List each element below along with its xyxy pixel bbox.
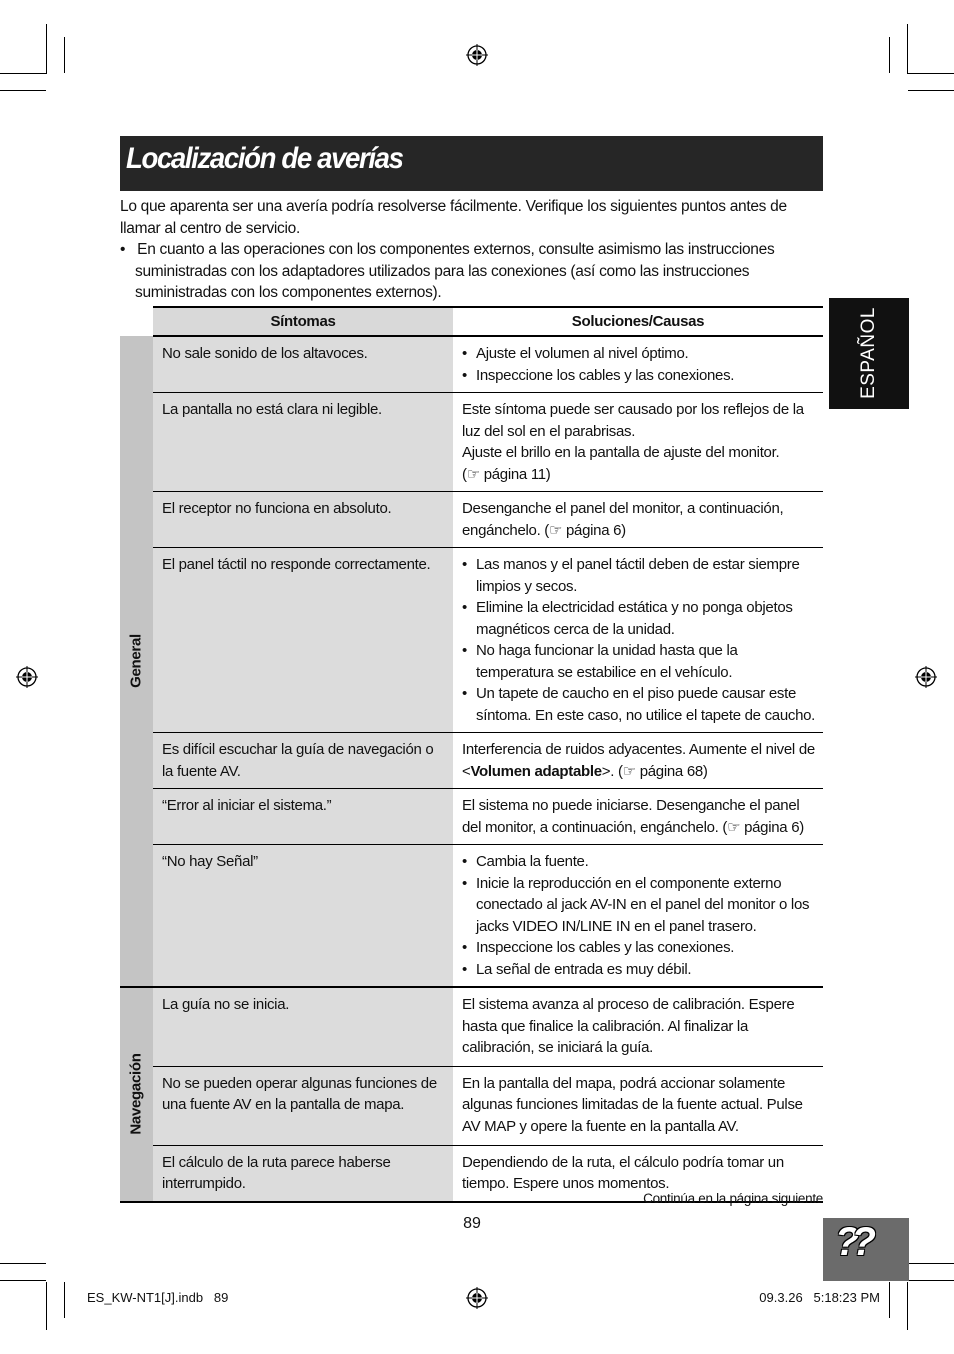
registration-mark-icon	[466, 1287, 488, 1309]
crop-mark	[907, 24, 908, 74]
list-item: • Cambia la fuente.	[462, 851, 817, 873]
crop-mark	[889, 37, 890, 73]
crop-mark	[46, 1282, 47, 1330]
solution-text-pre: Interferencia de ruidos adyacentes. Aumente el nivel de <	[462, 741, 815, 780]
solution-text: El sistema avanza al proceso de calibración. Espere hasta que finalice la calibración. Al finalizar la calibración, se iniciará la guía.	[462, 996, 795, 1056]
category-label: General	[127, 634, 145, 688]
header-solutions: Soluciones/Causas	[453, 307, 823, 336]
setting-name: Volumen adaptable	[470, 762, 602, 780]
help-question-glyph-2: ?	[851, 1220, 868, 1264]
solution-text: Este síntoma puede ser causado por los reflejos de la luz del sol en el parabrisas.	[462, 401, 804, 440]
solution-list	[462, 554, 817, 726]
list-item: • No haga funcionar la unidad hasta que la temperatura se estabilice en el vehículo.	[462, 640, 817, 683]
solution-text: Dependiendo de la ruta, el cálculo podría tomar un tiempo. Espere unos momentos.	[462, 1153, 784, 1192]
solution-cell	[453, 492, 823, 548]
header-symptoms: Síntomas	[153, 307, 453, 336]
solution-text	[462, 739, 817, 782]
crop-mark	[908, 90, 954, 91]
list-item: • La señal de entrada es muy débil.	[462, 959, 817, 981]
intro-paragraph: Lo que aparenta ser una avería podría resolverse fácilmente. Verifique los siguientes puntos antes de llamar al centro de servicio.	[120, 198, 787, 237]
crop-mark	[64, 37, 65, 73]
list-item: • Ajuste el volumen al nivel óptimo.	[462, 343, 817, 365]
solution-text: En la pantalla del mapa, podrá accionar solamente algunas funciones limitadas de la fuente actual. Pulse AV MAP y opere la fuente en la pantalla AV.	[462, 1074, 803, 1135]
symptom-cell: El panel táctil no responde correctamente.	[153, 548, 453, 733]
symptom-cell: La guía no se inicia.	[153, 987, 453, 1066]
symptom-cell: No se pueden operar algunas funciones de una fuente AV en la pantalla de mapa.	[153, 1066, 453, 1145]
table-row	[120, 987, 823, 1066]
table-header-row	[120, 307, 823, 336]
solution-cell	[453, 733, 823, 789]
crop-mark	[908, 73, 954, 74]
solution-list	[462, 851, 817, 980]
symptom-cell: El cálculo de la ruta parece haberse interrumpido.	[153, 1145, 453, 1202]
registration-mark-icon	[915, 666, 937, 688]
solution-cell	[453, 336, 823, 393]
help-question-icon	[823, 1218, 909, 1281]
solution-text: Desenganche el panel del monitor, a continuación, engánchelo. (☞ página 6)	[462, 500, 784, 539]
solution-cell	[453, 393, 823, 492]
page-title: Localización de averías	[126, 142, 403, 175]
crop-mark	[908, 1280, 954, 1281]
crop-mark	[0, 90, 46, 91]
crop-mark	[46, 24, 47, 74]
list-item: • Inspeccione los cables y las conexiones.	[462, 365, 817, 387]
solution-list	[462, 343, 817, 386]
table-row	[120, 548, 823, 733]
table-row	[120, 733, 823, 789]
crop-mark	[908, 1263, 954, 1264]
table-row	[120, 492, 823, 548]
list-item: • Inicie la reproducción en el componente externo conectado al jack AV-IN en el panel del monitor o los jacks VIDEO IN/LINE IN en el panel trasero.	[462, 873, 817, 938]
crop-mark	[0, 1280, 46, 1281]
list-item: • Un tapete de caucho en el piso puede causar este síntoma. En este caso, no utilice el tapete de caucho.	[462, 683, 817, 726]
table-row	[120, 1066, 823, 1145]
solution-cell	[453, 548, 823, 733]
table-row	[120, 336, 823, 393]
crop-mark	[0, 73, 46, 74]
intro	[120, 196, 823, 304]
footer-timestamp: 09.3.26 5:18:23 PM	[759, 1290, 880, 1305]
solution-text-post: >. (☞ página 68)	[601, 762, 708, 780]
symptom-cell: Es difícil escuchar la guía de navegación o la fuente AV.	[153, 733, 453, 789]
page-number: 89	[463, 1215, 481, 1232]
continue-note: Continúa en la página siguiente	[643, 1191, 823, 1206]
symptom-cell: “No hay Señal”	[153, 845, 453, 988]
page-reference: (☞ página 11)	[462, 465, 551, 483]
solution-cell	[453, 987, 823, 1066]
crop-mark	[907, 1282, 908, 1330]
category-navigation	[120, 987, 153, 1202]
symptom-cell: No sale sonido de los altavoces.	[153, 336, 453, 393]
crop-mark	[64, 1282, 65, 1318]
intro-bullet: • En cuanto a las operaciones con los componentes externos, consulte asimismo las instrucciones suministradas con los adaptadores utilizados para las conexiones (así como las instrucciones suministradas con los componentes externos).	[120, 241, 775, 301]
table-row	[120, 393, 823, 492]
intro-bullet-text: En cuanto a las operaciones con los componentes externos, consulte asimismo las instrucciones suministradas con los adaptadores utilizados para las conexiones (así como las instrucciones suministradas con los componentes externos).	[135, 241, 775, 301]
registration-mark-icon	[16, 666, 38, 688]
symptom-cell: El receptor no funciona en absoluto.	[153, 492, 453, 548]
solution-text: El sistema no puede iniciarse. Desenganche el panel del monitor, a continuación, engánchelo. (☞ página 6)	[462, 797, 804, 836]
list-item: • Las manos y el panel táctil deben de estar siempre limpios y secos.	[462, 554, 817, 597]
help-question-glyph-1: ?	[835, 1220, 852, 1264]
symptom-cell: “Error al iniciar el sistema.”	[153, 789, 453, 845]
solution-cell	[453, 845, 823, 988]
category-general	[120, 336, 153, 987]
troubleshooting-table	[120, 306, 823, 1203]
registration-mark-icon	[466, 44, 488, 66]
table-row	[120, 789, 823, 845]
solution-cell	[453, 789, 823, 845]
crop-mark	[0, 1263, 46, 1264]
symptom-cell: La pantalla no está clara ni legible.	[153, 393, 453, 492]
crop-mark	[889, 1282, 890, 1318]
table-header-empty	[120, 307, 153, 336]
category-label: Navegación	[127, 1053, 145, 1135]
list-item: • Inspeccione los cables y las conexiones.	[462, 937, 817, 959]
list-item: • Elimine la electricidad estática y no ponga objetos magnéticos cerca de la unidad.	[462, 597, 817, 640]
language-tab	[829, 298, 909, 409]
title-bar	[120, 136, 823, 191]
solution-cell	[453, 1066, 823, 1145]
table-row	[120, 845, 823, 988]
language-tab-label: ESPAÑOL	[858, 307, 879, 399]
help-question-glyph	[835, 1220, 868, 1265]
solution-text: Ajuste el brillo en la pantalla de ajuste del monitor.	[462, 444, 780, 461]
footer-file: ES_KW-NT1[J].indb 89	[87, 1290, 229, 1305]
